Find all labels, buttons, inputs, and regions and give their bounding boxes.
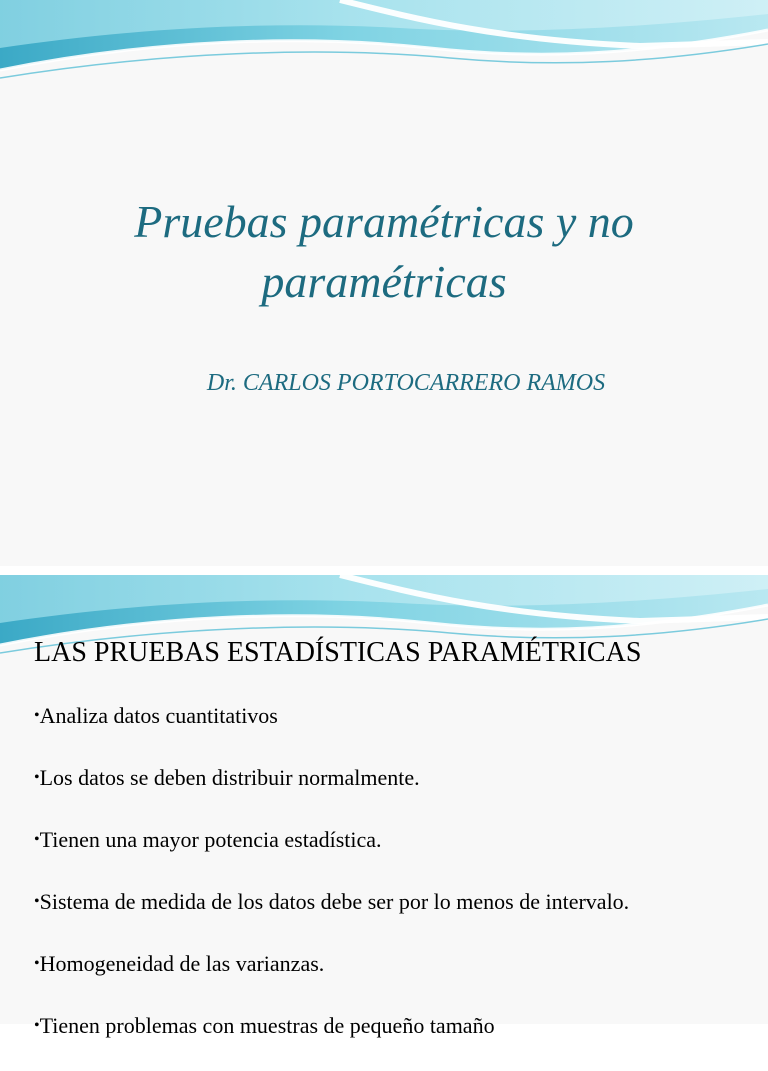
wave-decoration bbox=[0, 0, 768, 100]
bullet-icon: • bbox=[34, 707, 40, 724]
list-item bbox=[34, 761, 629, 823]
bullet-icon: • bbox=[34, 893, 40, 910]
bullet-icon: • bbox=[34, 831, 40, 848]
bullet-list bbox=[34, 699, 629, 1071]
list-item bbox=[34, 1009, 629, 1071]
bullet-text: Homogeneidad de las varianzas. bbox=[39, 951, 325, 976]
slide-content bbox=[0, 575, 768, 1038]
list-item bbox=[34, 699, 629, 761]
slide-title-text: Pruebas paramétricas y no paramétricas bbox=[134, 196, 634, 307]
bullet-text: Tienen problemas con muestras de pequeño tamaño bbox=[39, 1013, 495, 1038]
bullet-text: Tienen una mayor potencia estadística. bbox=[39, 827, 382, 852]
slide-author: Dr. CARLOS PORTOCARRERO RAMOS bbox=[206, 370, 606, 396]
bullet-text: Los datos se deben distribuir normalmente. bbox=[39, 765, 420, 790]
list-item bbox=[34, 947, 629, 1009]
bullet-icon: • bbox=[34, 1017, 40, 1034]
list-item bbox=[34, 885, 629, 947]
slide-heading: LAS PRUEBAS ESTADÍSTICAS PARAMÉTRICAS bbox=[34, 637, 642, 668]
bullet-icon: • bbox=[34, 769, 40, 786]
bullet-text: Analiza datos cuantitativos bbox=[39, 703, 278, 728]
bullet-text: Sistema de medida de los datos debe ser por lo menos de intervalo. bbox=[39, 889, 630, 914]
list-item bbox=[34, 823, 629, 885]
bullet-icon: • bbox=[34, 955, 40, 972]
